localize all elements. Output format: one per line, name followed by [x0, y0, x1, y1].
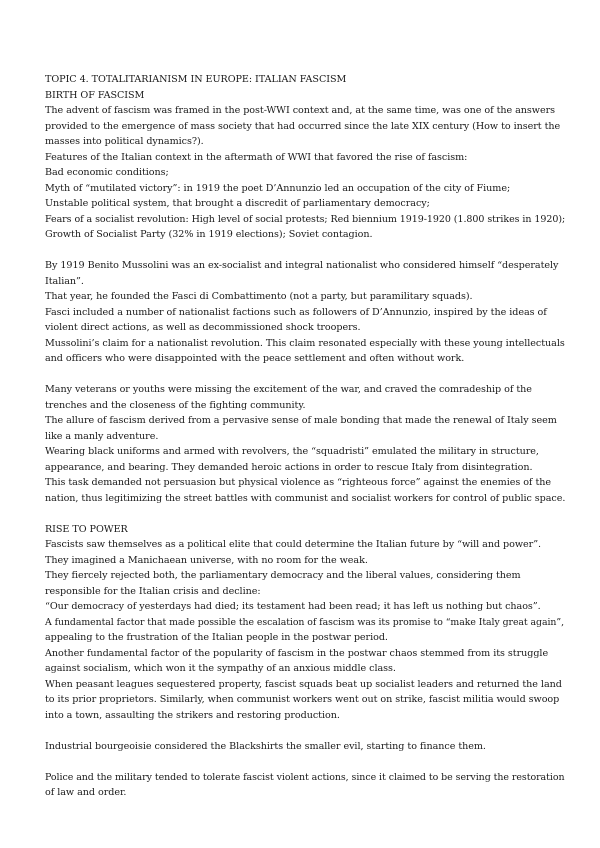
document-title: TOPIC 4. TOTALITARIANISM IN EUROPE: ITALIAN FASCISM [45, 74, 347, 85]
spacer [45, 367, 560, 383]
text-line: They fiercely rejected both, the parliamentary democracy and the liberal values, considering them [45, 570, 521, 581]
text-line: into a town, assaulting the strikers and restoring production. [45, 709, 340, 721]
text-line: Fascists saw themselves as a political elite that could determine the Italian future by “will and power”. [45, 539, 542, 550]
text-line: Many veterans or youths were missing the excitement of the war, and craved the comradeship of the [45, 384, 532, 395]
text-line: Mussolini’s claim for a nationalist revolution. This claim resonated especially with these young intellectuals [45, 337, 565, 349]
text-line: The allure of fascism derived from a pervasive sense of male bonding that made the renewal of Italy seem [45, 415, 557, 426]
spacer [45, 243, 560, 259]
text-line: Another fundamental factor of the popularity of fascism in the postwar chaos stemmed from its struggle [45, 647, 549, 659]
text-line: masses into political dynamics?). [45, 136, 204, 147]
text-line: responsible for the Italian crisis and decline: [45, 585, 261, 597]
text-line: “Our democracy of yesterdays had died; its testament had been read; it has left us nothing but chaos”. [45, 601, 541, 612]
text-line: Industrial bourgeoisie considered the Blackshirts the smaller evil, starting to finance them. [45, 740, 486, 752]
text-line: Police and the military tended to tolerate fascist violent actions, since it claimed to be serving the restoration [45, 771, 565, 783]
paragraph-block-4 [45, 537, 565, 723]
text-line: like a manly adventure. [45, 430, 159, 442]
paragraph-block-5 [45, 739, 560, 755]
text-line: Bad economic conditions; [45, 167, 169, 178]
text-line: Italian”. [45, 275, 84, 287]
text-line: Wearing black uniforms and armed with revolvers, the “squadristi” emulated the military in structure, [45, 446, 539, 457]
text-line: A fundamental factor that made possible the escalation of fascism was its promise to “make Italy great again”, [45, 616, 565, 628]
text-line: When peasant leagues sequestered property, fascist squads beat up socialist leaders and returned the land [45, 678, 562, 690]
text-line: nation, thus legitimizing the street battles with communist and socialist workers for control of public space. [45, 492, 566, 504]
spacer [45, 754, 560, 770]
text-line: Unstable political system, that brought a discredit of parliamentary democracy; [45, 198, 430, 209]
text-line: provided to the emergence of mass society that had occurred since the late XIX century (How to insert the [45, 120, 561, 132]
text-line: and officers who were disappointed with the peace settlement and often without work. [45, 353, 465, 364]
paragraph-block-3 [45, 382, 566, 506]
text-line: By 1919 Benito Mussolini was an ex-socialist and integral nationalist who considered himself “desperately [45, 260, 559, 271]
section-heading-birth-of-fascism: BIRTH OF FASCISM [45, 89, 145, 101]
text-line: Features of the Italian context in the aftermath of WWI that favored the rise of fascism: [45, 151, 468, 163]
text-line: Myth of “mutilated victory”: in 1919 the poet D’Annunzio led an occupation of the city of Fiume; [45, 182, 511, 194]
paragraph-block-2 [45, 258, 565, 367]
text-line: against socialism, which won it the sympathy of an anxious middle class. [45, 663, 396, 674]
text-line: appearance, and bearing. They demanded heroic actions in order to rescue Italy from disintegration. [45, 461, 533, 473]
text-line: Fears of a socialist revolution: High level of social protests; Red biennium 1919-1920 (1.800 strikes in 1920); [45, 213, 566, 225]
text-line: trenches and the closeness of the fighting community. [45, 399, 306, 411]
text-line: violent direct actions, as well as decommissioned shock troopers. [45, 322, 361, 333]
text-line: to its prior proprietors. Similarly, when communist workers went out on strike, fascist militia would swoop [45, 694, 560, 705]
text-line: They imagined a Manichaean universe, with no room for the weak. [45, 554, 368, 566]
paragraph-block-6 [45, 770, 565, 801]
text-line: This task demanded not persuasion but physical violence as “righteous force” against the enemies of the [45, 477, 551, 488]
section-heading-rise-to-power: RISE TO POWER [45, 523, 128, 535]
text-line: The advent of fascism was framed in the post-WWI context and, at the same time, was one of the answers [45, 105, 555, 116]
text-line: Fasci included a number of nationalist factions such as followers of D’Annunzio, inspired by the ideas of [45, 306, 547, 318]
text-line: Growth of Socialist Party (32% in 1919 elections); Soviet contagion. [45, 229, 373, 240]
text-line: That year, he founded the Fasci di Combattimento (not a party, but paramilitary squads). [45, 291, 473, 302]
text-line: of law and order. [45, 787, 127, 798]
text-line: appealing to the frustration of the Italian people in the postwar period. [45, 632, 388, 643]
spacer [45, 506, 560, 522]
paragraph-block-1 [45, 103, 566, 243]
spacer [45, 723, 560, 739]
